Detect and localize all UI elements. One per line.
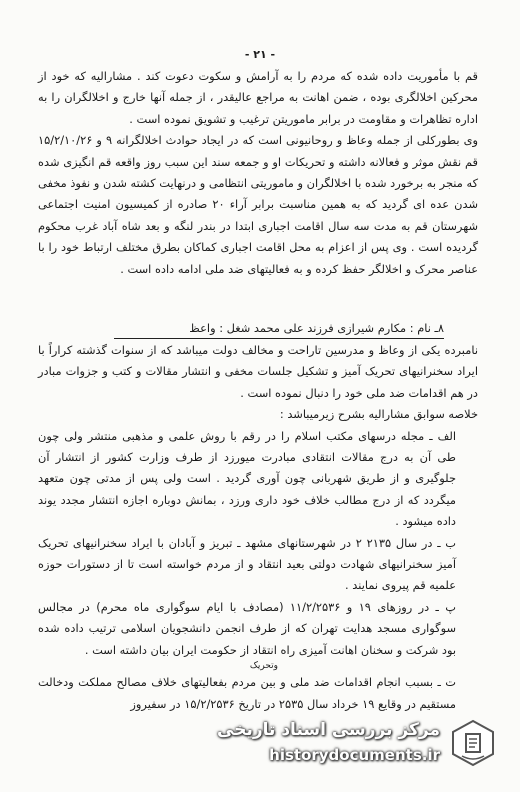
archive-logo-icon [448,718,498,768]
document-body-top [38,66,478,280]
document-body-bottom [38,340,478,715]
item-alef: الف ـ مجله درسهای مکتب اسلام را در رقم با روش علمی و مذهبی منتشر ولی چون طی آن به درج مقالات انتقادی مبادرت میورزد از طرف وزارت کشور از انتشار آن جلوگیری و از طریق شهربانی چون آوری گردید . است ولی پس از مدتی چون متعهد میگردد که از درج مطالب خلاف خود داری ورزد ، بمانش دوباره اجازه انتشار مجدد یوند داده میشود . [38,428,456,529]
watermark-title: مرکز بررسی اسناد تاریخی [217,720,440,740]
section-8-label: ۸ـ نام : مکارم شیرازی فرزند علی محمد شغل : واعظ [114,318,444,339]
paragraph-1: قم با مأموریت داده شده که مردم را به آرامش و سکوت دعوت کند . مشارالیه که خود از محرکین اخلالگری بوده ، ضمن اهانت به مراجع عالیقدر ، از جمله آنها خارج و اخلالگران را به اداره تظاهرات و مقاومت در برابر ماموریتن ترغیب و تشویق نموده است . [38,69,478,126]
page-number: - ۲۱ - [244,48,276,61]
paragraph-2: وی بطورکلی از جمله وعاظ و روحانیونی است که در ایجاد حوادث اخلالگرانه ۹ و ۱۵/۲/۱۰/۲۶ قم نقش موثر و فعالانه داشته و تحریکات او و جمعه سند این سبب روز واقعه قم انگیزی شده که منجر به برخورد شده با اخلالگران و ماموریتی انتظامی و درنهایت کشته شدن و نفوذ مخفی شدن عده ای گردید که به همین مناسبت برابر آراء ۲۰ صادره از کمیسیون امنیت اجتماعی شهرستان قم به مدت سه سال اقامت اجباری ابتدا در بندر لنگه و بعد شاه آباد غرب محکوم گردیده است . وی پس از اعزام به محل اقامت اجباری کماکان بطرق مختلف ارتباط خود را با عناصر محرک و اخلالگر حفظ کرده و به فعالیتهای ضد ملی ادامه داده است . [38,133,478,276]
section-8-heading [60,318,450,339]
archive-watermark [198,714,498,778]
item-te-insertion: وتحریک [249,661,278,672]
summary-intro: خلاصه سوابق مشارالیه بشرح زیرمیباشد : [279,407,478,422]
item-te: ت ـ بسبب انجام اقدامات ضد ملی و بین مردم بفعالیتهای خلاف مصالح مملکت ودخالت مستقیم در وقایع ۱۹ خرداد سال ۲۵۳۵ در تاریخ ۱۵/۲/۲۵۳۶ در سفیروز [38,675,456,711]
item-pe: پ ـ در روزهای ۱۹ و ۱۱/۲/۲۵۳۶ (مصادف با ایام سوگواری ماه محرم) در مجالس سوگواری مسجد هدایت تهران که از طرف انجمن دانشجویان اسلامی ترتیب داده شده بود شرکت و سخنان اهانت آمیزی راه انتقاد از حکومت ایران بیان داشته است . [38,599,456,657]
paragraph-3: نامبرده یکی از وعاظ و مدرسین تاراحت و مخالف دولت میباشد که از سنوات گذشته کراراً با ایراد سخنرانیهای تحریک آمیز و تشکیل جلسات مخفی و انتشار مقالات و کتب و جزوات مبادر در هم اقدامات ضد ملی خود را دنبال نموده است . [38,343,478,400]
item-be: ب ـ در سال ۲۱۳۵ ۲ در شهرستانهای مشهد ـ تبریز و آبادان با ایراد سخنرانیهای تحریک آمیز سخنرانیهای شهادت دولتی بعید انتقاد و از مردم خواسته است تا از دستورات حوزه علمیه قم پیروی نمایند . [38,535,456,593]
watermark-url: historydocuments.ir [269,746,440,764]
